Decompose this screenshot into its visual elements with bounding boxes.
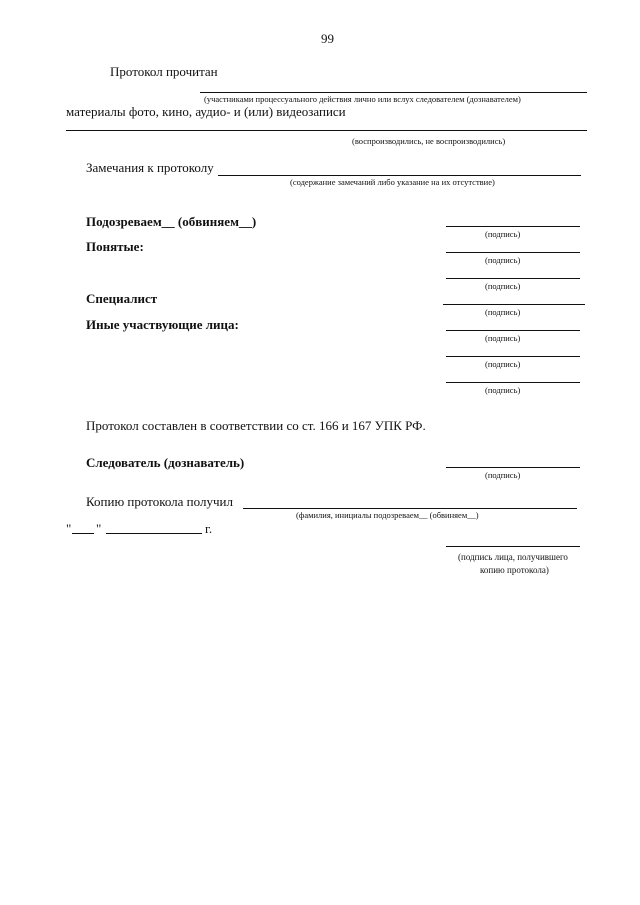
other-1-signature-line bbox=[446, 330, 580, 331]
witness-2-signature-line bbox=[446, 278, 580, 279]
remarks-label: Замечания к протоколу bbox=[86, 160, 214, 175]
date-quote-open: " bbox=[66, 521, 72, 536]
media-caption: (воспроизводились, не воспроизводились) bbox=[352, 136, 506, 146]
suspect-label: Подозреваем__ (обвиняем__) bbox=[86, 214, 257, 229]
date-quote-close: " bbox=[96, 521, 102, 536]
copy-received-label: Копию протокола получил bbox=[86, 494, 233, 509]
specialist-label: Специалист bbox=[86, 291, 158, 306]
specialist-signature-caption: (подпись) bbox=[485, 307, 521, 317]
protocol-read-caption: (участниками процессуального действия лично или вслух следователем (дознавателем) bbox=[204, 94, 521, 104]
date-year-suffix: г. bbox=[205, 521, 213, 536]
page-number: 99 bbox=[321, 31, 334, 46]
other-3-signature-caption: (подпись) bbox=[485, 385, 521, 395]
investigator-signature-caption: (подпись) bbox=[485, 470, 521, 480]
witness-1-signature-line bbox=[446, 252, 580, 253]
other-2-signature-caption: (подпись) bbox=[485, 359, 521, 369]
witnesses-label: Понятые: bbox=[86, 239, 144, 254]
copy-received-line bbox=[243, 508, 577, 509]
other-1-signature-caption: (подпись) bbox=[485, 333, 521, 343]
investigator-signature-line bbox=[446, 467, 580, 468]
recipient-signature-line bbox=[446, 546, 580, 547]
suspect-signature-line bbox=[446, 226, 580, 227]
date-month-line bbox=[106, 533, 202, 534]
date-day-line bbox=[72, 533, 94, 534]
suspect-signature-caption: (подпись) bbox=[485, 229, 521, 239]
other-participants-label: Иные участвующие лица: bbox=[86, 317, 239, 332]
specialist-signature-line bbox=[443, 304, 585, 305]
remarks-caption: (содержание замечаний либо указание на их отсутствие) bbox=[290, 177, 495, 187]
protocol-read-line bbox=[200, 92, 587, 93]
other-3-signature-line bbox=[446, 382, 580, 383]
media-label: материалы фото, кино, аудио- и (или) видеозаписи bbox=[66, 104, 346, 119]
protocol-read-label: Протокол прочитан bbox=[110, 64, 218, 79]
compliance-statement: Протокол составлен в соответствии со ст. 166 и 167 УПК РФ. bbox=[86, 418, 426, 433]
media-line bbox=[66, 130, 587, 131]
witness-2-signature-caption: (подпись) bbox=[485, 281, 521, 291]
recipient-signature-caption-2: копию протокола) bbox=[480, 565, 549, 575]
witness-1-signature-caption: (подпись) bbox=[485, 255, 521, 265]
remarks-line bbox=[218, 175, 581, 176]
other-2-signature-line bbox=[446, 356, 580, 357]
recipient-signature-caption-1: (подпись лица, получившего bbox=[458, 552, 568, 562]
investigator-label: Следователь (дознаватель) bbox=[86, 455, 245, 470]
copy-received-caption: (фамилия, инициалы подозреваем__ (обвиняем__) bbox=[296, 510, 479, 520]
